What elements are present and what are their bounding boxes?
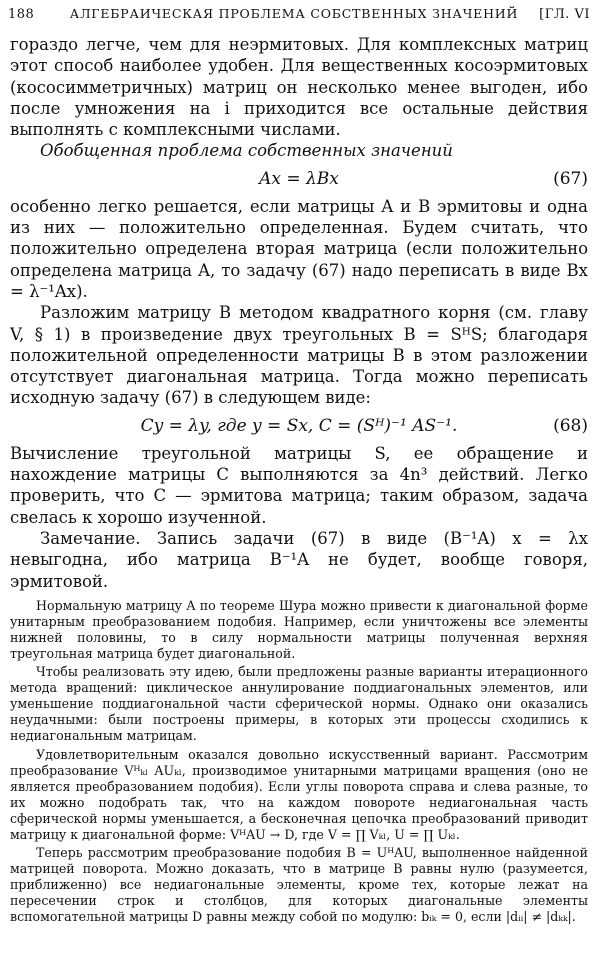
generalized-problem-text: Обобщенная проблема собственных значений [40,141,453,161]
paragraph-generalized-problem [10,140,588,161]
page-body [10,34,588,925]
small-paragraph-normal-matrix: Нормальную матрицу A по теореме Шура можно привести к диагональной форме унитарным преобразованием подобия. Например, если уничтожены все элементы нижней половины, то в силу нормальности матрицы полученная верхняя треугольная матрица будет диагональной. [10,597,588,661]
paragraph-continuation: гораздо легче, чем для неэрмитовых. Для комплексных матриц этот способ наиболее удобен. Для вещественных косоэрмитовых (кососимметричных) матриц он несколько менее выгоден, ибо после умножения на i приходится все остальные действия выполнять с комплексными числами. [10,35,588,140]
page-number: 188 [8,7,35,22]
equation-67 [10,162,588,196]
equation-67-formula: Ax = λBx [259,168,339,189]
equation-67-number: (67) [553,168,588,189]
equation-68 [10,409,588,443]
small-paragraph-rotations: Чтобы реализовать эту идею, были предложены разные варианты итерационного метода вращений: циклическое аннулирование поддиагональных элементов, или уменьшение поддиагональной части сферической нормы. Однако они оказались неудачными: были построены примеры, в которых эти процессы сходились к недиагональным матрицам. [10,664,588,744]
paragraph-computation: Вычисление треугольной матрицы S, ее обращение и нахождение матрицы C выполняются за 4n³ действий. Легко проверить, что C — эрмитова матрица; таким образом, задача свелась к хорошо изученной. [10,443,588,527]
running-title: АЛГЕБРАИЧЕСКАЯ ПРОБЛЕМА СОБСТВЕННЫХ ЗНАЧЕНИЙ [69,6,519,21]
chapter-marker: [ГЛ. VI [539,7,590,22]
paragraph-hermitian: особенно легко решается, если матрицы A и B эрмитовы и одна из них — положительно определенная. Будем считать, что положительно определена вторая матрица (если положительно определена матрица A, то задачу (67) надо переписать в виде Bx = λ⁻¹Ax). [10,196,588,301]
small-paragraph-variant: Удовлетворительным оказался довольно искусственный вариант. Рассмотрим преобразование Vᴴₖₗ AUₖₗ, производимое унитарными матрицами вращения (оно не является преобразованием подобия). Если углы поворота справа и слева разные, то их можно подобрать так, что на каждом повороте недиагональная часть сферической нормы уменьшается, а бесконечная цепочка преобразований приводит матрицу к диагональной форме: VᴴAU → D, где V = ∏ Vₖₗ, U = ∏ Uₖₗ. [10,746,588,842]
paragraph-cholesky: Разложим матрицу B методом квадратного корня (см. главу V, § 1) в произведение двух треугольных B = SᴴS; благодаря положительной определенности матрицы B в этом разложении отсутствует диагональная матрица. Тогда можно переписать исходную задачу (67) в следующем виде: [10,303,588,408]
small-paragraph-similarity: Теперь рассмотрим преобразование подобия B = UᴴAU, выполненное найденной матрицей поворота. Можно доказать, что в матрице B равны нулю (разумеется, приближенно) все недиагональные элементы, кроме тех, которые лежат на пересечении строк и столбцов, для которых диагональные элементы вспомогательной матрицы D равны между собой по модулю: bᵢₖ = 0, если |dᵢᵢ| ≠ |dₖₖ|. [10,845,588,925]
equation-68-number: (68) [553,415,588,436]
equation-68-formula: Cy = λy, где y = Sx, C = (Sᴴ)⁻¹ AS⁻¹. [140,415,458,436]
running-header [8,6,590,30]
paragraph-remark: Замечание. Запись задачи (67) в виде (B⁻¹A) x = λx невыгодна, ибо матрица B⁻¹A не будет, вообще говоря, эрмитовой. [10,528,588,591]
